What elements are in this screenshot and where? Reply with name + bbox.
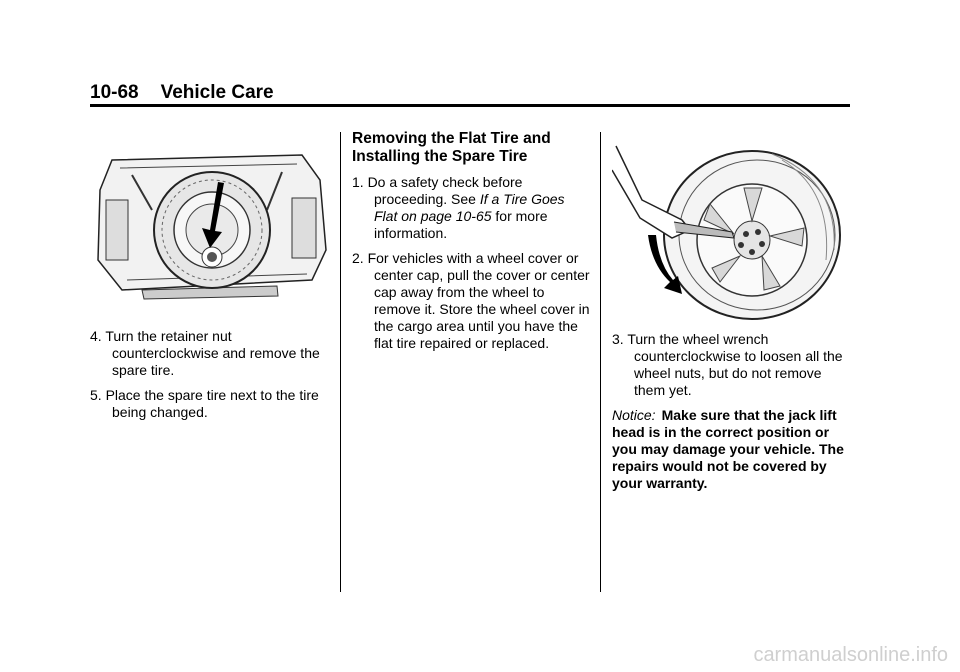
spare-tire-trunk-illustration [92,150,332,300]
cross-reference-link[interactable]: If a Tire Goes Flat on page 10-65 [374,191,565,224]
section-title: Vehicle Care [160,82,274,103]
notice-text: Make sure that the jack lift head is in the correct position or you may damage your vehicle. The repairs would not be covered by your warranty. [612,407,844,491]
step-4: 4. Turn the retainer nut counterclockwise and remove the spare tire. [90,328,320,378]
header-rule [90,104,850,107]
right-column [612,331,852,500]
wheel-wrench-illustration [612,140,852,320]
middle-column [352,130,590,360]
page-header [90,82,274,104]
step-3: 3. Turn the wheel wrench counterclockwise to loosen all the wheel nuts, but do not remove them yet. [612,331,843,398]
column-divider [600,132,601,592]
notice-label: Notice: [612,407,656,423]
step-2: 2. For vehicles with a wheel cover or center cap, pull the cover or center cap away from the wheel to remove it. Store the wheel cover in the cargo area until you have the flat tire repaired or replaced. [352,250,590,351]
page-number: 10-68 [90,82,139,103]
section-heading: Removing the Flat Tire and Installing the Spare Tire [352,130,551,165]
left-column [90,328,326,429]
notice-block [612,407,852,492]
watermark: carmanualsonline.info [753,644,948,666]
step-5: 5. Place the spare tire next to the tire being changed. [90,387,319,420]
step-1: 1. Do a safety check before proceeding. See If a Tire Goes Flat on page 10-65 for more information. [352,174,565,241]
column-divider [340,132,341,592]
